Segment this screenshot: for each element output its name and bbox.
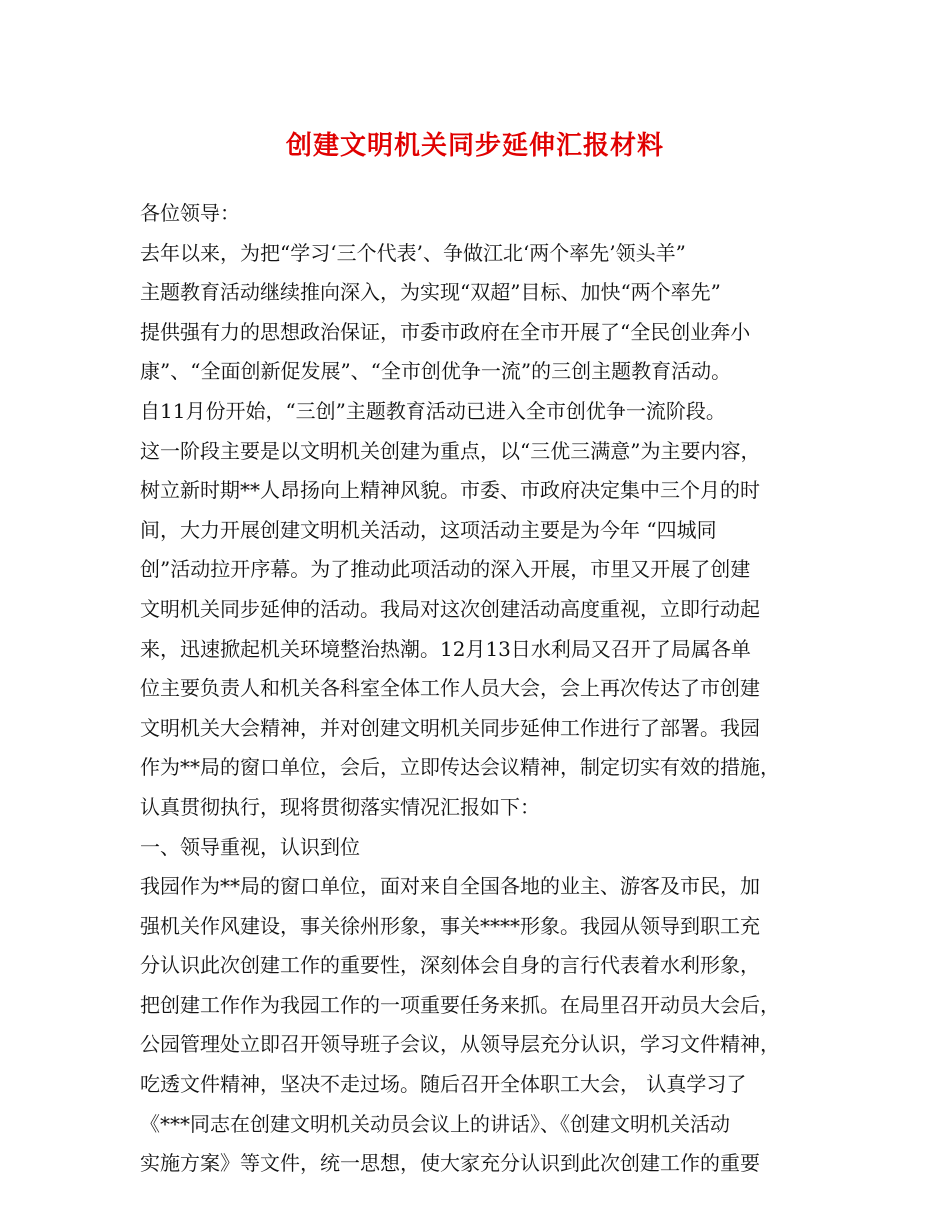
body-text-line: 认真贯彻执行，现将贯彻落实情况汇报如下：: [140, 794, 540, 819]
body-text-line: 公园管理处立即召开领导班子会议，从领导层充分认识，学习文件精神，: [140, 1032, 780, 1057]
body-text-line: 自11月份开始，“三创”主题教育活动已进入全市创优争一流阶段。: [140, 398, 726, 423]
document-body: [140, 194, 830, 1184]
body-text-line: 去年以来，为把“学习‘三个代表’、争做江北‘两个率先’领头羊”: [140, 240, 686, 265]
body-text-line: 分认识此次创建工作的重要性，深刻体会自身的言行代表着水利形象，: [140, 953, 760, 978]
body-text-line: 这一阶段主要是以文明机关创建为重点，以“三优三满意”为主要内容，: [140, 438, 761, 463]
body-text-line: 间，大力开展创建文明机关活动，这项活动主要是为今年 “四城同: [140, 517, 717, 542]
body-text-line: 康”、“全面创新促发展”、“全市创优争一流”的三创主题教育活动。: [140, 359, 732, 384]
body-text-line: 提供强有力的思想政治保证，市委市政府在全市开展了“全民创业奔小: [140, 319, 751, 344]
body-text-line: 位主要负责人和机关各科室全体工作人员大会，会上再次传达了市创建: [140, 676, 760, 701]
body-text-line: 我园作为**局的窗口单位，面对来自全国各地的业主、游客及市民，加: [140, 874, 760, 899]
body-text-line: 文明机关同步延伸的活动。我局对这次创建活动高度重视，立即行动起: [140, 596, 760, 621]
body-text-line: 各位领导：: [140, 201, 240, 225]
body-text-line: 树立新时期**人昂扬向上精神风貌。市委、市政府决定集中三个月的时: [140, 478, 760, 503]
body-text-line: 把创建工作作为我园工作的一项重要任务来抓。在局里召开动员大会后，: [140, 992, 780, 1017]
body-text-line: 创”活动拉开序幕。为了推动此项活动的深入开展，市里又开展了创建: [140, 557, 751, 582]
body-text-line: 作为**局的窗口单位，会后，立即传达会议精神，制定切实有效的措施，: [140, 755, 780, 780]
document-title: 创建文明机关同步延伸汇报材料: [285, 131, 664, 161]
body-text-line: 主题教育活动继续推向深入，为实现“双超”目标、加快“两个率先”: [140, 280, 721, 305]
body-text-line: 强机关作风建设，事关徐州形象，事关****形象。我园从领导到职工充: [140, 913, 760, 938]
body-text-line: 《***同志在创建文明机关动员会议上的讲话》、《创建文明机关活动: [140, 1111, 730, 1136]
body-text-line: 一、领导重视，认识到位: [140, 834, 360, 859]
body-text-line: 吃透文件精神，坚决不走过场。随后召开全体职工大会， 认真学习了: [140, 1072, 747, 1097]
body-text-line: 来，迅速掀起机关环境整治热潮。12月13日水利局又召开了局属各单: [140, 636, 751, 661]
body-text-line: 文明机关大会精神，并对创建文明机关同步延伸工作进行了部署。我园: [140, 715, 760, 740]
body-text-line: 实施方案》等文件，统一思想，使大家充分认识到此次创建工作的重要: [140, 1151, 760, 1176]
